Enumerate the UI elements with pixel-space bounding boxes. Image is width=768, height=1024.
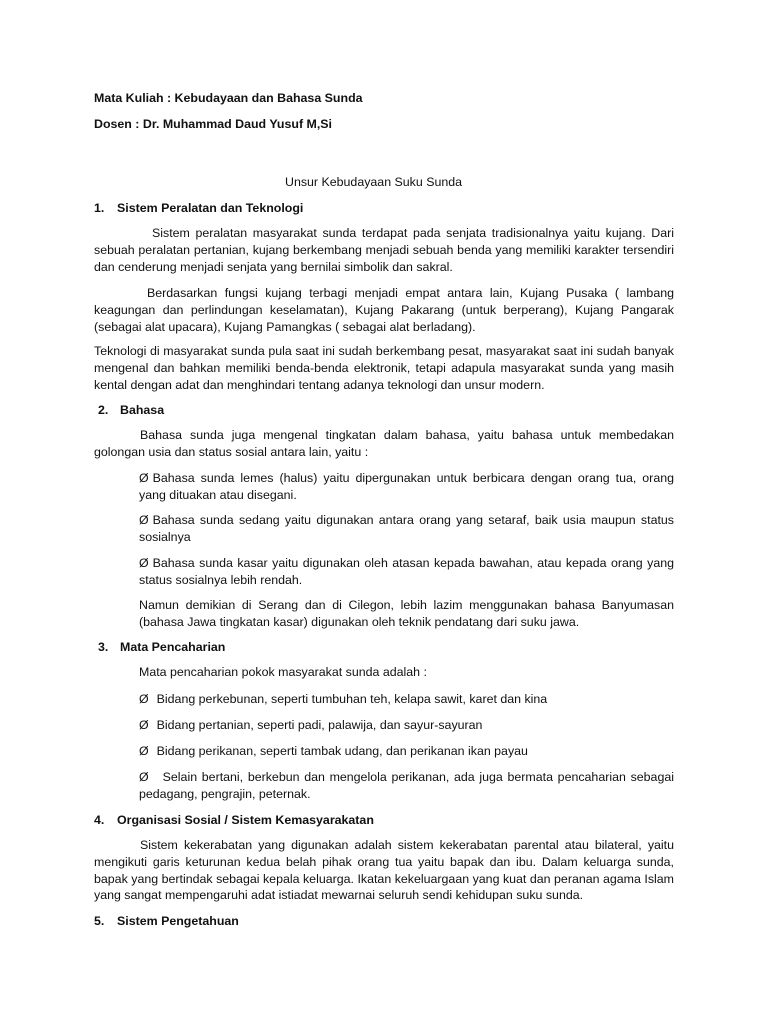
paragraph: Mata pencaharian pokok masyarakat sunda adalah : xyxy=(139,665,427,679)
section-heading: Sistem Pengetahuan xyxy=(117,914,239,928)
section-number: 4. xyxy=(94,813,105,827)
bullet-item: Ø Selain bertani, berkebun dan mengelola perikanan, ada juga bermata pencaharian sebagai pedagang, pengrajin, peternak. xyxy=(139,770,674,801)
course-line: Mata Kuliah : Kebudayaan dan Bahasa Sunda xyxy=(94,91,363,105)
paragraph: Bahasa sunda juga mengenal tingkatan dalam bahasa, yaitu bahasa untuk membedakan golongan usia dan status sosial antara lain, yaitu : xyxy=(94,428,674,459)
bullet-icon: Ø xyxy=(139,718,149,732)
section-heading: Sistem Peralatan dan Teknologi xyxy=(117,201,304,215)
document-title: Unsur Kebudayaan Suku Sunda xyxy=(285,175,463,189)
paragraph: Teknologi di masyarakat sunda pula saat ini sudah berkembang pesat, masyarakat saat ini sudah banyak mengenal dan bahkan memiliki benda-benda elektronik, tetapi adapula masyarakat sunda yang masih kental dengan adat dan menghindari tentang adanya teknologi dan unsur modern. xyxy=(94,344,674,392)
bullet-icon: Ø xyxy=(139,471,149,485)
section-number: 1. xyxy=(94,201,105,215)
bullet-item: Ø Bidang pertanian, seperti padi, palawija, dan sayur-sayuran xyxy=(139,718,483,732)
bullet-item: Ø Bahasa sunda kasar yaitu digunakan oleh atasan kepada bawahan, atau kepada orang yang status sosialnya lebih rendah. xyxy=(139,556,674,587)
paragraph: Sistem peralatan masyarakat sunda terdapat pada senjata tradisionalnya yaitu kujang. Dari sebuah peralatan pertanian, kujang berkembang menjadi sebuah benda yang memiliki karakter tersendiri dan cenderung menjadi senjata yang bernilai simbolik dan sakral. xyxy=(94,226,674,274)
bullet-icon: Ø xyxy=(139,744,149,758)
section-number: 2. xyxy=(98,403,109,417)
bullet-item: Ø Bahasa sunda lemes (halus) yaitu dipergunakan untuk berbicara dengan orang tua, orang yang dituakan atau disegani. xyxy=(139,471,674,502)
bullet-item: Ø Bahasa sunda sedang yaitu digunakan antara orang yang setaraf, baik usia maupun status sosialnya xyxy=(139,513,674,544)
bullet-icon: Ø xyxy=(139,513,149,527)
paragraph: Namun demikian di Serang dan di Cilegon, lebih lazim menggunakan bahasa Banyumasan (bahasa Jawa tingkatan kasar) digunakan oleh teknik pendatang dari suku jawa. xyxy=(139,598,674,629)
bullet-item: Ø Bidang perikanan, seperti tambak udang, dan perikanan ikan payau xyxy=(139,744,528,758)
lecturer-line: Dosen : Dr. Muhammad Daud Yusuf M,Si xyxy=(94,117,332,131)
paragraph: Sistem kekerabatan yang digunakan adalah sistem kekerabatan parental atau bilateral, yaitu mengikuti garis keturunan kedua belah pihak orang tua yaitu bapak dan ibu. Dalam keluarga sunda, bapak yang bertindak sebagai kepala keluarga. Ikatan kekeluargaan yang kuat dan peranan agama Islam yang sangat mempengaruhi adat istiadat mewarnai seluruh sendi kehidupan suku sunda. xyxy=(94,838,674,903)
section-heading: Organisasi Sosial / Sistem Kemasyarakatan xyxy=(117,813,374,827)
bullet-item: Ø Bidang perkebunan, seperti tumbuhan teh, kelapa sawit, karet dan kina xyxy=(139,692,548,706)
section-heading: Mata Pencaharian xyxy=(120,640,226,654)
section-number: 3. xyxy=(98,640,109,654)
paragraph: Berdasarkan fungsi kujang terbagi menjadi empat antara lain, Kujang Pusaka ( lambang keagungan dan perlindungan keselamatan), Kujang Pakarang (untuk berperang), Kujang Pangarak (sebagai alat upacara), Kujang Pamangkas ( sebagai alat berladang). xyxy=(94,286,674,334)
bullet-icon: Ø xyxy=(139,770,149,784)
bullet-icon: Ø xyxy=(139,692,149,706)
bullet-icon: Ø xyxy=(139,556,149,570)
section-number: 5. xyxy=(94,914,105,928)
section-heading: Bahasa xyxy=(120,403,165,417)
